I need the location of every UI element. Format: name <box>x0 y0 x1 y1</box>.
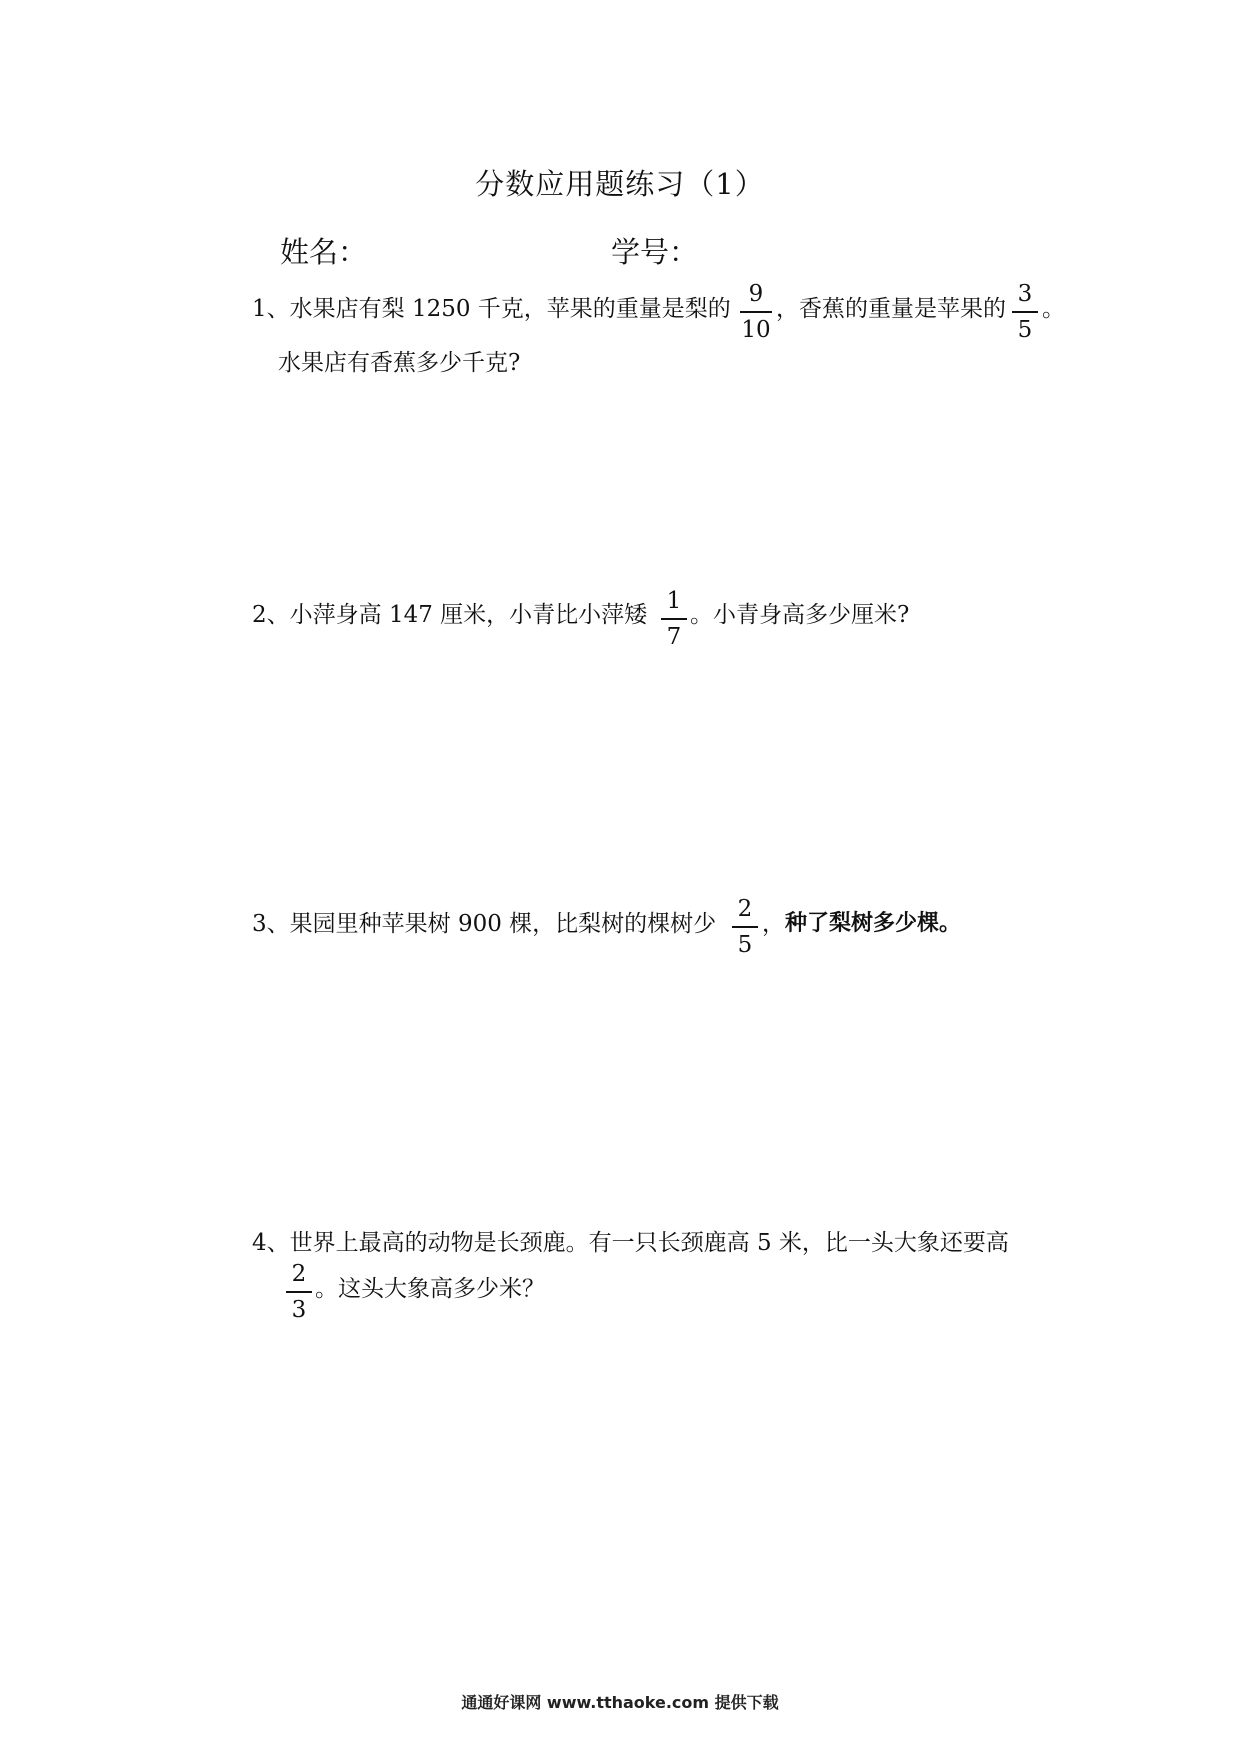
fraction-numerator: 9 <box>748 281 764 307</box>
fraction-bar <box>661 618 687 620</box>
fraction-numerator: 1 <box>666 588 682 614</box>
question-1-fraction-2 <box>1009 283 1041 342</box>
question-2-text-b: 。小青身高多少厘米? <box>690 602 910 628</box>
question-2-fraction <box>658 590 690 649</box>
fraction-denominator: 3 <box>291 1297 307 1323</box>
fraction-numerator: 2 <box>291 1261 307 1287</box>
question-1-text-a: 1、水果店有梨 1250 千克，苹果的重量是梨的 <box>252 296 731 322</box>
page-title: 分数应用题练习（1） <box>475 167 765 201</box>
fraction-denominator: 5 <box>737 932 753 958</box>
question-4-text-line2: 。这头大象高多少米？ <box>315 1276 545 1302</box>
question-2-text-a: 2、小萍身高 147 厘米，小青比小萍矮 <box>252 602 648 628</box>
question-3-fraction <box>729 898 761 957</box>
fraction-denominator: 7 <box>666 624 682 650</box>
fraction-bar <box>740 311 772 313</box>
name-label: 姓名： <box>280 235 368 269</box>
fraction-bar <box>1012 311 1038 313</box>
fraction-numerator: 3 <box>1017 281 1033 307</box>
footer-credit: 通通好课网 www.tthaoke.com 提供下载 <box>461 1693 779 1712</box>
question-1-text-c: 。 <box>1042 296 1065 322</box>
question-4-fraction <box>283 1263 315 1322</box>
question-1-fraction-1 <box>737 283 775 342</box>
student-id-label: 学号： <box>611 235 699 269</box>
question-3-text-a: 3、果园里种苹果树 900 棵，比梨树的棵树少 <box>252 911 717 937</box>
fraction-denominator: 10 <box>741 317 771 343</box>
question-1-text-b: ，香蕉的重量是苹果的 <box>776 296 1006 322</box>
fraction-denominator: 5 <box>1017 317 1033 343</box>
fraction-numerator: 2 <box>737 896 753 922</box>
question-1-text-line2: 水果店有香蕉多少千克? <box>278 350 521 376</box>
fraction-bar <box>732 926 758 928</box>
question-4-text-a: 4、世界上最高的动物是长颈鹿。有一只长颈鹿高 5 米，比一头大象还要高 <box>252 1230 1009 1256</box>
question-3-text-c: 种了梨树多少棵。 <box>785 911 962 936</box>
question-3-text-b: ， <box>762 911 785 937</box>
fraction-bar <box>286 1291 312 1293</box>
